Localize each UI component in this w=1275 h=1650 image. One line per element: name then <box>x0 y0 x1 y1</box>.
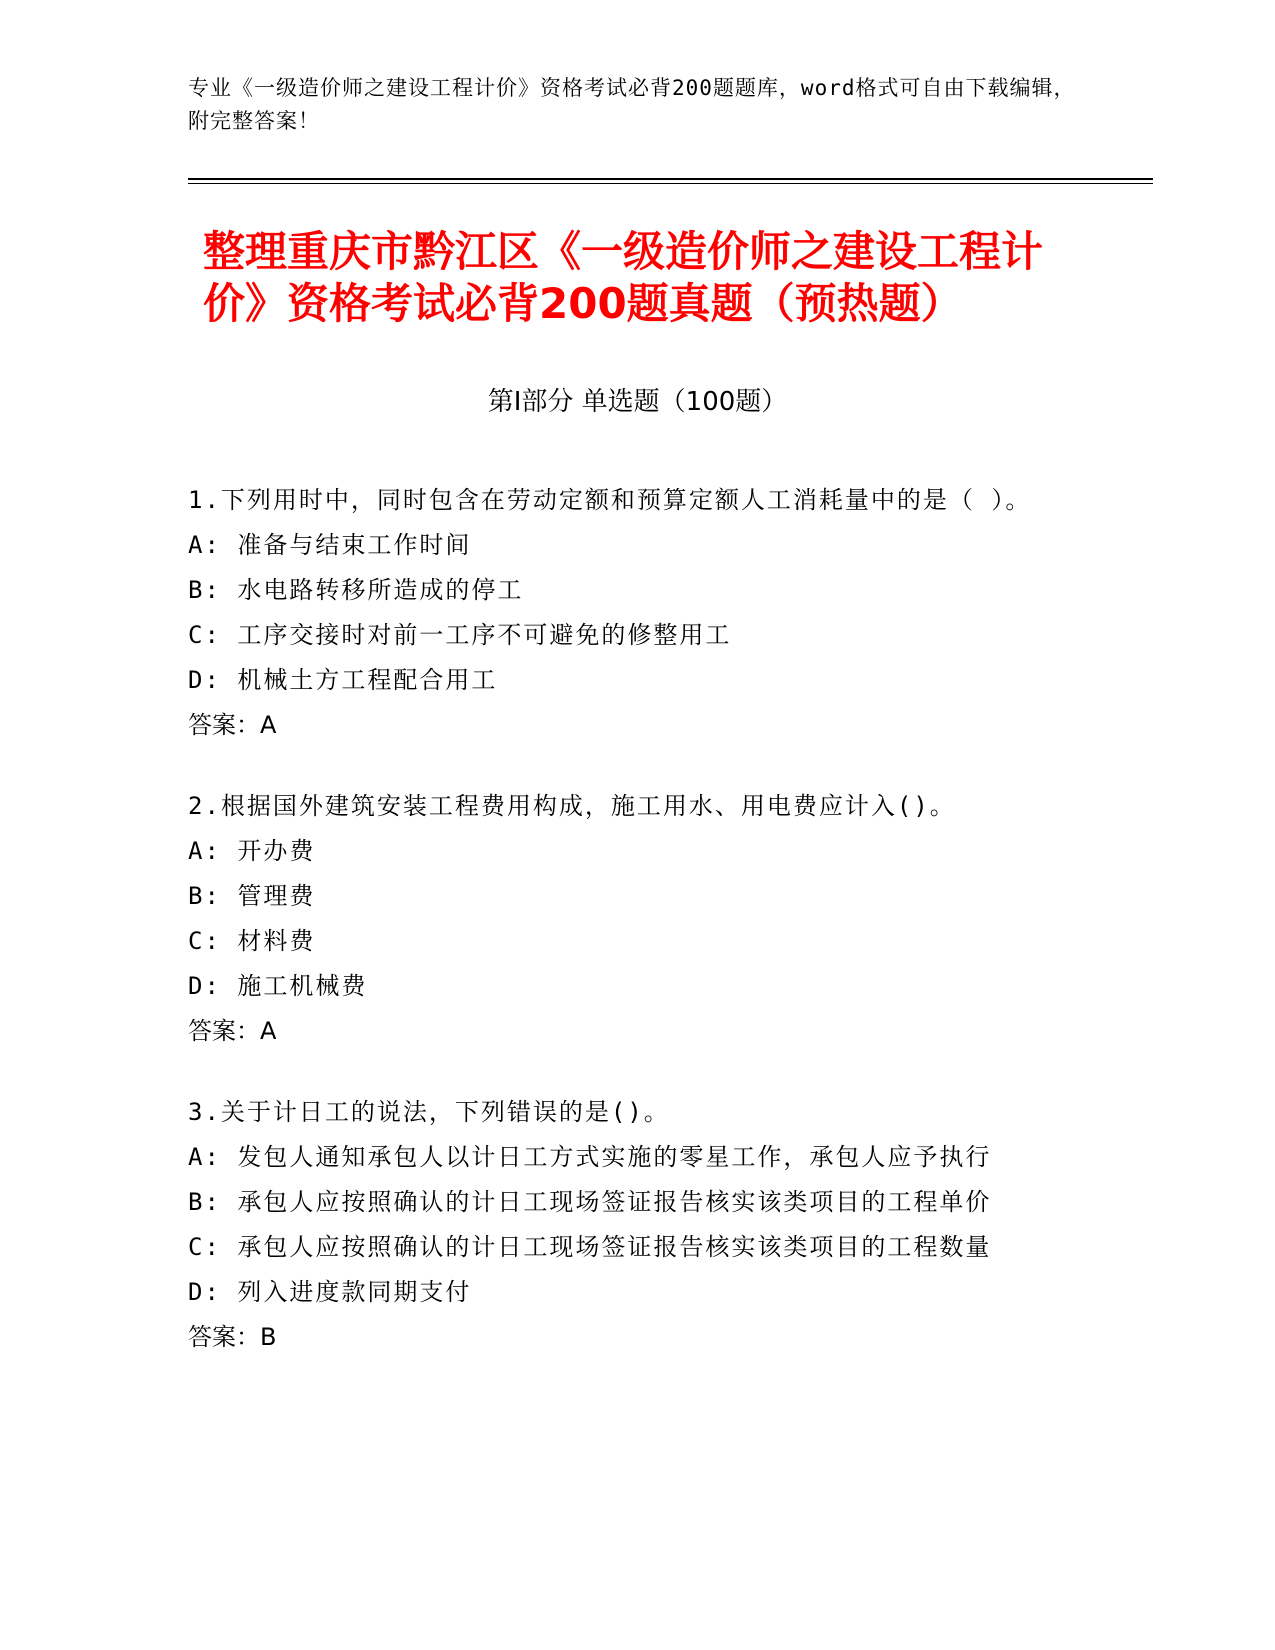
option-a: A: 开办费 <box>188 837 316 865</box>
question-list <box>188 478 1088 1396</box>
question-1 <box>188 478 1088 748</box>
option-b: B: 承包人应按照确认的计日工现场签证报告核实该类项目的工程单价 <box>188 1188 992 1216</box>
header-note: 专业《一级造价师之建设工程计价》资格考试必背200题题库，word格式可自由下载编辑，附完整答案！ <box>188 76 1076 133</box>
header-rule-thin <box>188 183 1153 184</box>
option-a: A: 发包人通知承包人以计日工方式实施的零星工作，承包人应予执行 <box>188 1143 992 1171</box>
question-stem: 3.关于计日工的说法，下列错误的是()。 <box>188 1098 670 1126</box>
header-rule-thick <box>188 178 1153 180</box>
answer-line: 答案：B <box>188 1323 277 1351</box>
answer-line: 答案：A <box>188 1017 277 1045</box>
option-c: C: 材料费 <box>188 927 316 955</box>
option-c: C: 承包人应按照确认的计日工现场签证报告核实该类项目的工程数量 <box>188 1233 992 1261</box>
option-b: B: 水电路转移所造成的停工 <box>188 576 524 604</box>
section-title: 第Ⅰ部分 单选题（100题） <box>487 387 788 417</box>
question-2 <box>188 784 1088 1054</box>
document-title: 整理重庆市黔江区《一级造价师之建设工程计价》资格考试必背200题真题（预热题） <box>203 227 1044 328</box>
question-stem: 2.根据国外建筑安装工程费用构成，施工用水、用电费应计入()。 <box>188 792 956 820</box>
question-3 <box>188 1090 1088 1360</box>
question-stem: 1.下列用时中，同时包含在劳动定额和预算定额人工消耗量中的是（ ）。 <box>188 486 1032 514</box>
option-a: A: 准备与结束工作时间 <box>188 531 472 559</box>
option-d: D: 施工机械费 <box>188 972 368 1000</box>
option-d: D: 列入进度款同期支付 <box>188 1278 472 1306</box>
answer-line: 答案：A <box>188 711 277 739</box>
option-d: D: 机械土方工程配合用工 <box>188 666 498 694</box>
option-c: C: 工序交接时对前一工序不可避免的修整用工 <box>188 621 732 649</box>
option-b: B: 管理费 <box>188 882 316 910</box>
